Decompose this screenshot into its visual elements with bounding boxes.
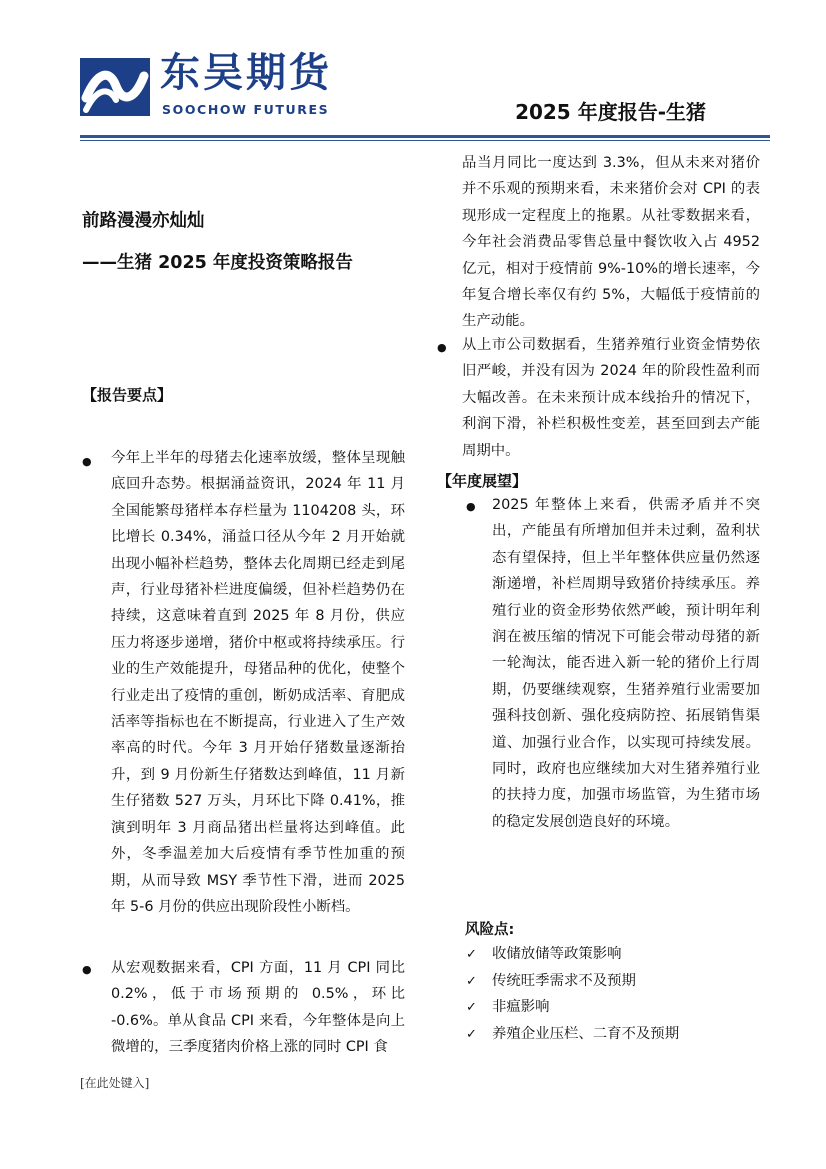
bullet-icon: ● <box>82 963 92 976</box>
soochow-logo-icon <box>80 58 150 116</box>
key-point-1: 今年上半年的母猪去化速率放缓，整体呈现触底回升态势。根据涌益资讯，2024 年 11 月全国能繁母猪样本存栏量为 1104208 头，环比增长 0.34%，涌益口径从今年 2 月开始就出现小幅补栏趋势，整体去化周期已经走到尾声，行业母猪补栏进度偏缓，但补栏趋势仍在持续，这意味着直到 2025 年 8 月份，供应压力将逐步递增，猪价中枢或将持续承压。行业的生产效能提升，母猪品种的优化，使整个行业走出了疫情的重创，断奶成活率、育肥成活率等指标也在不断提高，行业进入了生产效率高的时代。今年 3 月开始仔猪数量逐渐抬升，到 9 月份新生仔猪数达到峰值，11 月新生仔猪数 527 万头，月环比下降 0.41%，推演到明年 3 月商品猪出栏量将达到峰值。此外，冬季温差加大后疫情有季节性加重的预期，从而导致 MSY 季节性下滑，进而 2025 年 5-6 月份的供应出现阶段性小断档。 <box>111 450 405 915</box>
checkmark-icon: ✓ <box>466 947 477 962</box>
bullet-icon: ● <box>82 455 92 468</box>
article-subtitle: ——生猪 2025 年度投资策略报告 <box>82 253 353 273</box>
article-title: 前路漫漫亦灿灿 <box>82 211 205 231</box>
bullet-icon: ● <box>437 341 447 354</box>
outlook-heading: 【年度展望】 <box>437 472 528 490</box>
key-points-heading: 【报告要点】 <box>82 386 173 404</box>
checkmark-icon: ✓ <box>466 1026 477 1042</box>
outlook-point-1: 2025 年整体上来看，供需矛盾并不突出，产能虽有所增加但并未过剩，盈利状态有望保持，但上半年整体供应量仍然逐渐递增，补栏周期导致猪价持续承压。养殖行业的资金形势依然严峻，预计明年利润在被压缩的情况下可能会带动母猪的新一轮淘汰，能否进入新一轮的猪价上行周期，仍要继续观察，生猪养殖行业需要加强科技创新、强化疫病防控、拓展销售渠道、加强行业合作，以实现可持续发展。同时，政府也应继续加大对生猪养殖行业的扶持力度，加强市场监管，为生猪市场的稳定发展创造良好的环境。 <box>492 497 760 830</box>
risk-item <box>466 968 679 995</box>
risk-item-label: 非瘟影响 <box>492 999 550 1016</box>
key-point-3: 从上市公司数据看，生猪养殖行业资金情势依旧严峻，并没有因为 2024 年的阶段性盈利而大幅改善。在未来预计成本线抬升的情况下，利润下滑，补栏积极性变差，甚至回到去产能周期中。 <box>462 337 760 459</box>
key-point-2: 从宏观数据来看，CPI 方面，11 月 CPI 同比 0.2%，低于市场预期的 0.5%，环比 -0.6%。单从食品 CPI 来看，今年整体是向上微增的，三季度猪肉价格上涨的同时 CPI 食 <box>111 960 405 1056</box>
risks-list <box>466 941 679 1047</box>
risk-item-label: 收储放储等政策影响 <box>492 946 622 962</box>
risk-item-label: 传统旺季需求不及预期 <box>492 972 636 989</box>
checkmark-icon: ✓ <box>466 973 477 989</box>
risk-item <box>466 1021 679 1048</box>
report-title: 2025 年度报告-生猪 <box>515 100 706 124</box>
key-point-2-continued: 品当月同比一度达到 3.3%，但从未来对猪价并不乐观的预期来看，未来猪价会对 CPI 的表现形成一定程度上的拖累。从社零数据来看，今年社会消费品零售总量中餐饮收入占 4952 亿元，相对于疫情前 9%-10%的增长速率，今年复合增长率仅有约 5%，大幅低于疫情前的生产动能。 <box>462 155 760 330</box>
risk-item-label: 养殖企业压栏、二育不及预期 <box>492 1025 680 1042</box>
footer-placeholder[interactable]: [在此处键入] <box>80 1076 150 1090</box>
brand-name-cn: 东吴期货 <box>160 50 332 96</box>
bullet-icon: ● <box>466 500 476 513</box>
risk-item <box>466 994 679 1021</box>
brand-name-en: SOOCHOW FUTURES <box>162 102 330 117</box>
header-divider <box>80 135 770 138</box>
header-divider-thin <box>80 140 770 141</box>
risk-item <box>466 941 679 968</box>
risks-heading: 风险点: <box>465 922 515 938</box>
checkmark-icon: ✓ <box>466 1000 477 1016</box>
